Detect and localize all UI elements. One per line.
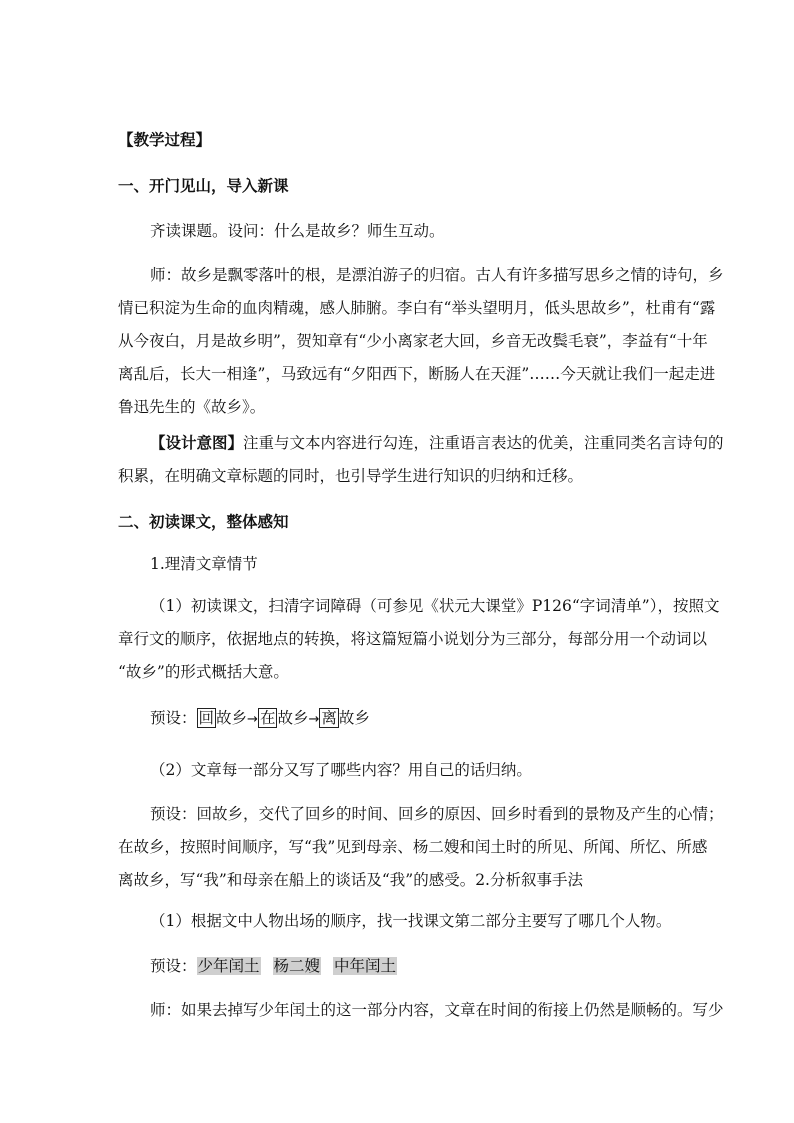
design-intent-line-1: 【设计意图】注重与文本内容进行勾连，注重语言表达的优美，注重同类名言诗句的 (150, 434, 724, 452)
verb-box-leave: 离 (321, 709, 337, 727)
section-header: 【教学过程】 (118, 131, 212, 149)
question-2: （2）文章每一部分又写了哪些内容？用自己的话归纳。 (150, 761, 532, 779)
design-intent-label: 【设计意图】 (150, 434, 244, 452)
preset-label: 预设： (150, 709, 197, 727)
verb-box-in: 在 (259, 709, 276, 727)
paragraph-teacher-line-2: 情已积淀为生命的血肉精魂，感人肺腑。李白有“举头望明月，低头思故乡”，杜甫有“露 (118, 299, 716, 317)
question-1-line-1: （1）初读课文，扫清字词障碍（可参见《状元大课堂》P126“字词清单”），按照文 (150, 597, 720, 615)
preset-label: 预设： (150, 957, 197, 975)
character-middle-aged-runtu: 中年闰土 (334, 957, 397, 975)
arrow-icon: → (247, 712, 258, 727)
heading-intro: 一、开门见山，导入新课 (118, 177, 289, 195)
paragraph-teacher-line-3: 从今夜白，月是故乡明”，贺知章有“少小离家老大回，乡音无改鬓毛衰”，李益有“十年 (118, 332, 708, 350)
paragraph-reading: 齐读课题。设问：什么是故乡？师生互动。 (150, 222, 445, 240)
paragraph-teacher-line-4: 离乱后，长大一相逢”，马致远有“夕阳西下，断肠人在天涯”……今天就让我们一起走进 (118, 365, 716, 383)
character-young-runtu: 少年闰土 (197, 957, 260, 975)
answer-2-line-3: 离故乡，写“我”和母亲在船上的谈话及“我”的感受。2.分析叙事手法 (118, 871, 583, 889)
verb-box-return: 回 (198, 709, 215, 727)
preset-characters (150, 956, 397, 976)
answer-2-line-1: 预设：回故乡，交代了回乡的时间、回乡的原因、回乡时看到的景物及产生的心情； (150, 805, 724, 823)
subheading-plot: 1.理清文章情节 (150, 555, 258, 573)
question-1-line-3: “故乡”的形式概括大意。 (118, 663, 289, 681)
design-intent-line-2: 积累，在明确文章标题的同时，也引导学生进行知识的归纳和迁移。 (118, 467, 584, 485)
answer-2-line-2: 在故乡，按照时间顺序，写“我”见到母亲、杨二嫂和闰土时的所见、所闻、所忆、所感 (118, 838, 708, 856)
question-3: （1）根据文中人物出场的顺序，找一找课文第二部分主要写了哪几个人物。 (150, 912, 672, 930)
paragraph-teacher-line-5: 鲁迅先生的《故乡》。 (118, 398, 266, 416)
preset-flow: 预设： 回 故乡→ 在 故乡→ 离 故乡 (150, 709, 370, 727)
character-yang-ersao: 杨二嫂 (273, 957, 321, 975)
arrow-icon: → (308, 712, 320, 727)
paragraph-teacher-line-1: 师：故乡是飘零落叶的根，是漂泊游子的归宿。古人有许多描写思乡之情的诗句，乡 (150, 266, 724, 284)
question-1-line-2: 章行文的顺序，依据地点的转换，将这篇短篇小说划分为三部分，每部分用一个动词以 (118, 630, 708, 648)
teacher-remark: 师：如果去掉写少年闰土的这一部分内容，文章在时间的衔接上仍然是顺畅的。写少 (150, 1001, 724, 1019)
heading-first-reading: 二、初读课文，整体感知 (118, 513, 289, 531)
